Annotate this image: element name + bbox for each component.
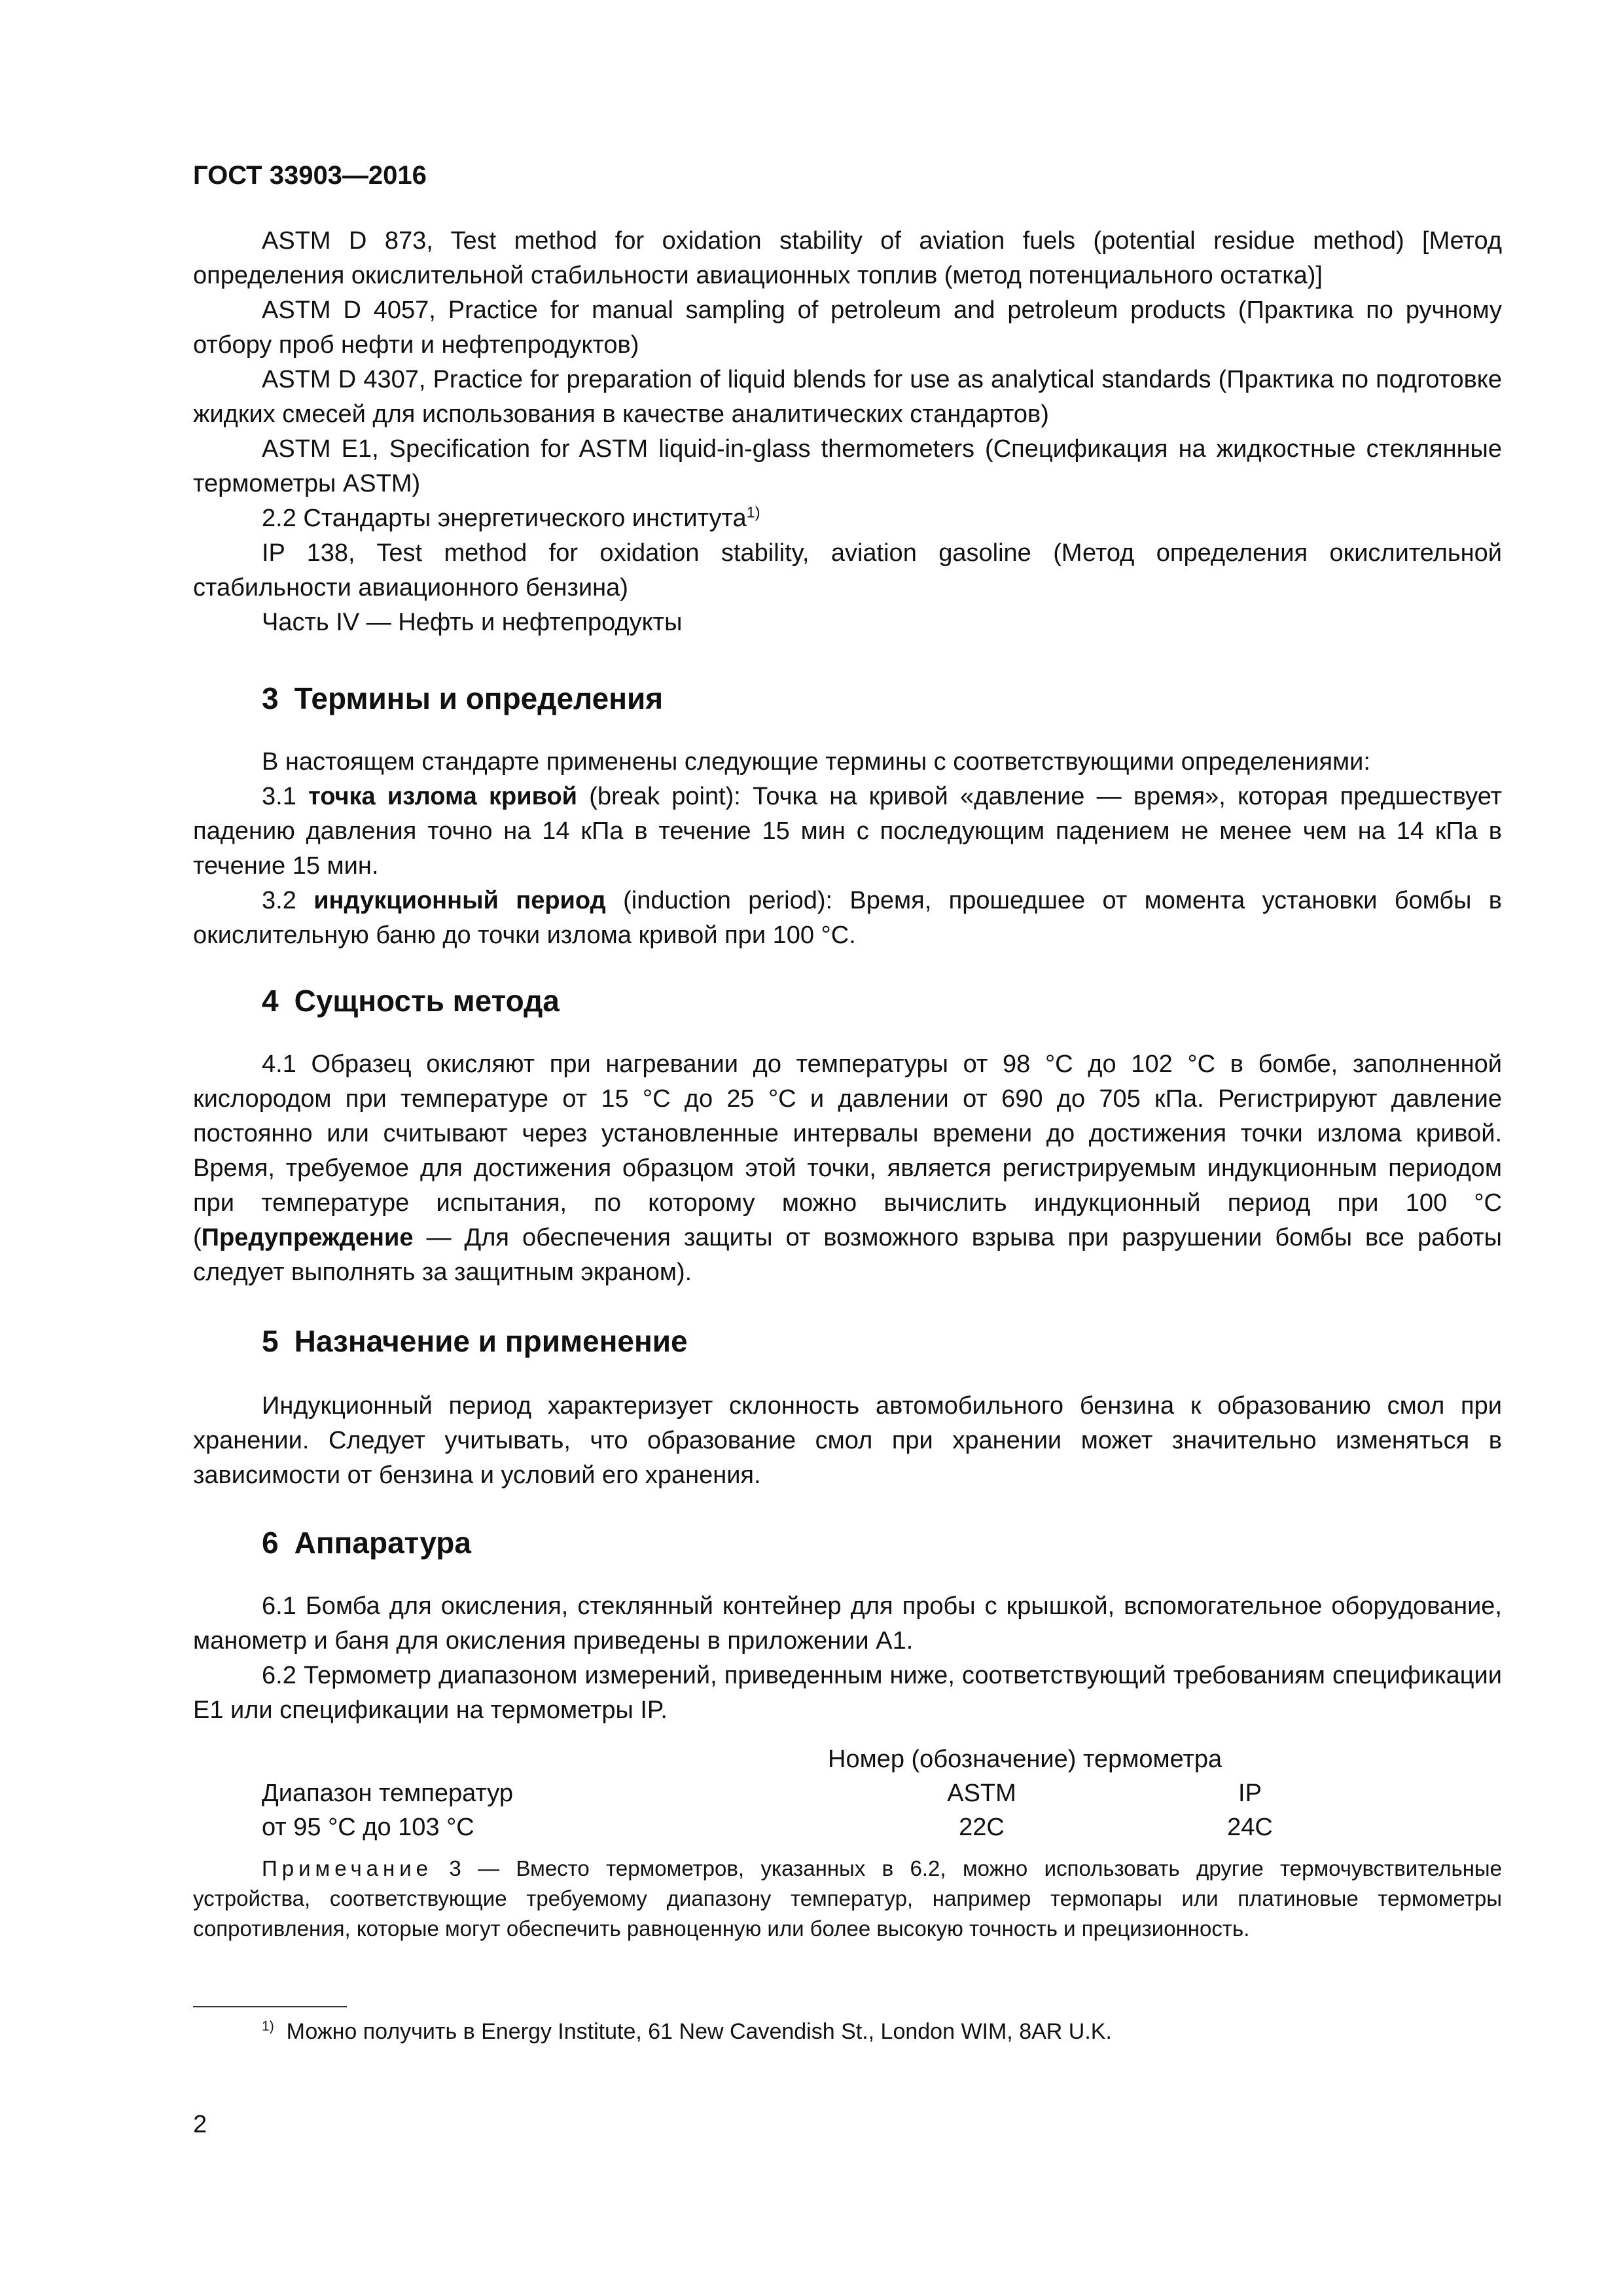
table-group-header: Номер (обозначение) термометра	[828, 1746, 1222, 1773]
reference-astm-e1: ASTM E1, Specification for ASTM liquid-in-glass thermometers (Спецификация на жидкостные стеклянные термометры ASTM)	[193, 435, 1502, 497]
section-6-number: 6	[262, 1526, 279, 1560]
term-3-2-number: 3.2	[262, 887, 296, 914]
term-3-2-name: индукционный период	[313, 887, 606, 914]
reference-part-iv: Часть IV — Нефть и нефтепродукты	[262, 609, 683, 636]
section-3-body	[193, 745, 1502, 953]
term-3-2	[193, 884, 1502, 953]
warning-label: Предупреждение	[201, 1224, 414, 1251]
table-header-range: Диапазон температур	[262, 1780, 513, 1807]
table-row	[193, 1810, 1502, 1844]
references-block	[193, 224, 1502, 640]
section-4-number: 4	[262, 984, 279, 1018]
term-3-1-number: 3.1	[262, 783, 296, 810]
section-5-body	[193, 1389, 1502, 1493]
section-4-1-paragraph	[193, 1047, 1502, 1290]
section-5-title	[193, 1323, 1571, 1359]
term-3-1	[193, 780, 1502, 884]
section-4-1-text: 4.1 Образец окисляют при нагревании до температуры от 98 °С до 102 °С в бомбе, заполненной кислородом при температуре от 15 °С до 25 °С и давлении от 690 до 705 кПа. Регистрируют давление постоянно или считывают через установленные интервалы времени до достижения точки излома кривой. Время, требуемое для достижения образцом этой точки, является регистрируемым индукционным периодом при температуре испытания, по которому можно вычислить индукционный период при 100 °С (	[193, 1050, 1502, 1251]
table-header-row	[193, 1776, 1502, 1810]
table-cell-range: от 95 °С до 103 °С	[262, 1814, 474, 1841]
table-cell-ip: 24С	[1227, 1814, 1273, 1841]
section-6-1-paragraph: 6.1 Бомба для окисления, стеклянный контейнер для пробы с крышкой, вспомогательное оборудование, манометр и баня для окисления приведены в приложении А1.	[193, 1592, 1502, 1655]
section-6-title-text: Аппаратура	[294, 1526, 471, 1560]
document-header: ГОСТ 33903—2016	[193, 161, 427, 190]
term-3-1-name: точка излома кривой	[308, 783, 578, 810]
section-3-title-text: Термины и определения	[294, 681, 664, 715]
section-5-number: 5	[262, 1324, 279, 1358]
note-label: Примечание	[262, 1856, 433, 1880]
footnote-divider	[193, 2006, 347, 2007]
table-header-astm: ASTM	[947, 1780, 1016, 1807]
reference-ip-138: IP 138, Test method for oxidation stability, aviation gasoline (Метод определения окислительной стабильности авиационного бензина)	[193, 539, 1502, 601]
table-cell-astm: 22С	[959, 1814, 1005, 1841]
thermometer-table	[193, 1742, 1502, 1844]
table-group-header-row	[193, 1742, 1502, 1776]
footnote-text: Можно получить в Energy Institute, 61 New Cavendish St., London WIM, 8AR U.K.	[286, 2019, 1112, 2044]
term-3-1-definition: (break point): Точка на кривой «давление — время», которая предшествует падению давления точно на 14 кПа в течение 15 мин с последующим падением не менее чем на 14 кПа в течение 15 мин.	[193, 783, 1502, 880]
footnote-reference-mark: 1)	[746, 503, 760, 521]
note-text: 3 — Вместо термометров, указанных в 6.2, можно использовать другие термочувствительные устройства, соответствующие требуемому диапазону температур, например термопары или платиновые термометры сопротивления, которые могут обеспечить равноценную или более высокую точность и прецизионность.	[193, 1856, 1502, 1941]
warning-text: — Для обеспечения защиты от возможного взрыва при разрушении бомбы все работы следует выполнять за защитным экраном).	[193, 1224, 1502, 1286]
section-6-2-paragraph: 6.2 Термометр диапазоном измерений, приведенным ниже, соответствующий требованиям спецификации Е1 или спецификации на термометры IP.	[193, 1662, 1502, 1724]
reference-astm-d4057: ASTM D 4057, Practice for manual sampling of petroleum and petroleum products (Практика по ручному отбору проб нефти и нефтепродуктов)	[193, 296, 1502, 359]
note-block	[193, 1854, 1502, 1944]
section-5-title-text: Назначение и применение	[294, 1324, 688, 1358]
footnote	[262, 2019, 1112, 2045]
section-3-number: 3	[262, 681, 279, 715]
reference-section-2-2-text: 2.2 Стандарты энергетического института	[262, 505, 747, 532]
term-3-2-definition: (induction period): Время, прошедшее от момента установки бомбы в окислительную баню до точки излома кривой при 100 °С.	[193, 887, 1502, 949]
reference-astm-d4307: ASTM D 4307, Practice for preparation of liquid blends for use as analytical standards (Практика по подготовке жидких смесей для использования в качестве аналитических стандартов)	[193, 366, 1502, 428]
section-4-title-text: Сущность метода	[294, 984, 560, 1018]
section-4-title	[193, 983, 1571, 1018]
reference-astm-d873: ASTM D 873, Test method for oxidation stability of aviation fuels (potential residue method) [Метод определения окислительной стабильности авиационных топлив (метод потенциального остатка)]	[193, 227, 1502, 289]
section-6-title	[193, 1525, 1571, 1560]
section-3-intro: В настоящем стандарте применены следующие термины с соответствующими определениями:	[262, 748, 1370, 776]
table-header-ip: IP	[1238, 1780, 1262, 1807]
section-3-title	[193, 681, 1571, 716]
note-3	[193, 1854, 1502, 1944]
section-5-paragraph: Индукционный период характеризует склонность автомобильного бензина к образованию смол при хранении. Следует учитывать, что образование смол при хранении может значительно изменяться в зависимости от бензина и условий его хранения.	[193, 1392, 1502, 1489]
page-number: 2	[193, 2111, 207, 2138]
section-6-body	[193, 1589, 1502, 1728]
reference-section-2-2	[193, 501, 1502, 536]
footnote-mark: 1)	[262, 2018, 274, 2034]
section-4-body	[193, 1047, 1502, 1290]
